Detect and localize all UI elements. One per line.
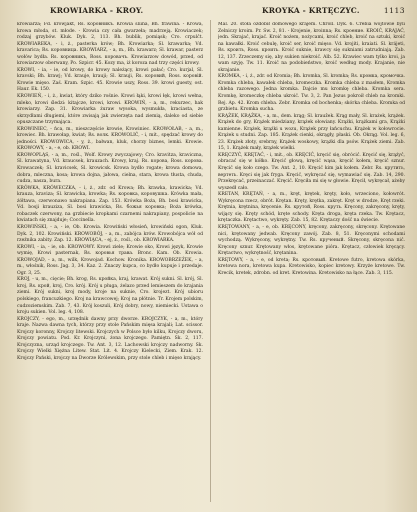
right-column	[218, 22, 405, 502]
entry-paragraph: KROWIŃSKI, - a, - ie, Ob. Krowia. Krowiński włosień, krowiński ogon, Kluk. Dyk. 2, 102. Krowiński. KROWOBÓJ, - a, m., zabójca krów. Krowobójca wół od rzeźnika zabity. Zap. 12. KROWIĄCA, - ej, ż., rośl., ob. KROWIARKA.	[17, 224, 203, 244]
page-number: 1113	[383, 6, 405, 15]
column-divider	[210, 20, 211, 502]
entry-paragraph: Mal. 20. stóła ozdobił domowego krajem. Chroll. Dyk. 6. Crebia wójtowie byli Zelniczy kroim. Pr. Sw. 2, 81. - Krojenie, kroinna; Rs. кроение. KROIĆ, KRAJAĆ, jedn. Skrajać, krajać. Kroić nożem, nożycami, kroić chleb, kroić na sztuki, kroić na kawałki. Kroić cebulę, kroić ser, kroić mięso. Vd. krojiti, kraiati. Sl. krájeti, Rs. кроить, Ross. кроить. Kroić suknie, krawcy się sukniami zatrudniają. Zab. 12, 137. Zrzeczemy się, aby sukien niekroić. Alb. 52. Krawiec wam tylko kroi, ja wam szyję. Tw. 11. Kroić na podobieństwo, kroić według mody. Krajanie, nie skrajanie.	[218, 22, 405, 73]
entry-paragraph: KROWI, - ia, - ie, ob. KROWOWY. Krowi ziele; Krowie oko, Krowi język, Krowie wymię, Krowi pasternak, Rs. коровья трава. Bronc. Kam. Ob. Krowia. KROWOJAD, - a, m., wilk, Krowojad. Kochow. Kronika. KROWOBRZEŻEK, - a, m., włośnik, Ross. Jag. 3, 34. Kaz. 2. Znaczy kupca, co bydło kupuje i przedaje. Ogr. 3, 25.	[17, 244, 203, 276]
entry-paragraph: krowiarza; Fd. krowjakt, Rs. коровникъ. Krowia śliina, Bh. frawina. - Krowa, krowa młoda, st. młode. - Krowia czy cała gwarzeła; madrzeją. Krowiaczek; rodzaj grzybów. Kluk. Dyk. 2, 113. Bh. bublik, pomiąsk; Cro. crpulćt. KROWIAREKA, - i, ż., pasterka krów; Bh. Krowiarka; Sl. krawarka; Vd. kravarica; Rs. коровница. KROWIARZ, - a, m., Bh. krawarz; Sl. krawar, pasterz wołów bydła. Rs. коровникъ, Ross. коровачъ. Krowiarzow dowód, przed, od krowiarzow oberwany, Po. Szpicr. 45. Kozy ma, iż koroza nad trzy części krowy.	[17, 22, 203, 67]
entry-paragraph: KRĘCZYĆ, KRĘTAĆ, - i, mit., ob. KRĘCIĆ, kręcić się, obrócić. Kręcić się, krążyć, obracać się w kółko. Kręcić głową, kręcić wąsa, kręcić kołem, kręcić sznur. Kręcić się koło czego. Tw. Ant. 2, 10. Kręcić kim jak kołem. Zebr. Rs. крутить, вертеть. Kręci się jak fryga. Kręcić, wykręcać się, wymawiać się. Zab. 14, 290. Przekręcać, przeinaczać. Kręcić. Kręciła mi się w głowie. Kręcił, wykręcał, ażeby wyszedł cało.	[218, 152, 405, 191]
entry-paragraph: KRETAN, KRĘTAŃ, - a, m., kręt, krętek, kręty, koło, wrzeciono, kołowrót. Wykręcona rzecz, obrót. Krętan. Kręty, krętka, zakręt. Kręt w drodze, Kręt rzeki. Krętnia, krętnina, kręcenie. Rs. крутой, Ross. круть. Kręcony, zakręcony, kręty, wijący się. Kręty schód, kręte schody. Kręta droga, kręta rzeka. Tw. Krętacz, krętaczka. Krętactwo, wykręty. Zab. 15, 82. Krętaczy dość na świecie.	[218, 192, 405, 224]
left-column	[17, 22, 203, 502]
entry-paragraph: KROWI, - ia, - ie, od krowy, do krowy należący, krowi pałać; Cro. kurjal, Sl. kravski; Bh. krawj; Vd. krauje, krauji; Sl. krauji, Rs. коровий, Ross. коровій. Krowie mięso. Zaś. Kram. Szpic. 45. Krowie uszy, Ross. 39. krowi guesty, ost. Haur. Ek. 150.	[17, 67, 203, 93]
entry-paragraph: KROJ, - u, m., cięcie; Bh. krog, Rs. кройка, kraj, krawat. Krój sukni. Sl. krój, Sl. kroj, Rs. крой, kroj, Cro. krój. Krój u pługa, żelazo przed lemieszem do krajania ziemi. Krój sukni, kroj mody, kroje na suknie, Cro. krojezt. Krój ubioru polskiego, francuzkiego. Kroj na krawcowej; Kroj na płótnie. Tr. Krojem polskim, cudzoziemskim. Zab. 7, 43. Krój koszuli, Krój dobry, nowy, niemiecki. Ustawa o kroju sukien. Vol. leg. 4, 108.	[17, 277, 203, 316]
entry-paragraph: KROJCZY, - ego, m., urzędnik dawny przy dworze. KROJCZYK, - a, m., który kraje. Nazwa dawna tych, którzy przy stole Pańskim mięsa krajali; Lat. scissor. Krojczy koronny, Krojczy litewski. Krojczych w Polsce było kilku, Krojczy dworu, Krojczy powiatu. Pod. Kr. Krojczyni, żona krojczego. Pamiętn. Sk. 2, 117. Krojczyzna, urząd krojczego. Tw. Ant. 3, 12. Lachowski krojczy nadworny. Sk. Krojczy Wielki Xiężna Litew. Stat. Lit. 4. Krojczy Kielecki, Ziem. Krak. 12. Krojczy Pański, krojczy na Dworze Królewskim, przy stole chleb i mięso krający.	[17, 316, 203, 361]
entry-paragraph: KROMKA, - i, ż., zdr. od Kromia; Bh. kromka, Sl. kromka; Rs. кромка, кромочка. Kromka chleba, kawałek chleba, kromeczka. Kromka chleba z masłem, Kromka chleba razowego. Jedna kromka. Dajcie mu kromkę chleba. Kromka sera. Kromkę, kromeczkę chleba ukroić. Tw. 3, 2. Pan Jezus pokroił chleb na kromki. Rej. Ap. 42. Krom chleba. Zebr. Kromka od bochenka; skórka chleba. Kromka od grzbietu. Kromka sucha.	[218, 74, 405, 113]
entry-paragraph: KROWIEŃ, - i, ż., kwiat, który dziko rośnie. Krowi łąki, krowi łęk, krowi wełna, mleko, krowi śledzi: kitajcze, krowi, krowi. KROWIŃ, - a, m., rekurzec, hak krowiarzy. Zap. 31. Krowiarka żuraw wysoka, wysmukła, kraciasta, ze skrzydłami długiemi, które zwisają jak zwierzęta nad ziemią, daleko od siebie opuszczane trzymająca.	[17, 94, 203, 126]
page-header	[10, 4, 407, 18]
running-head-right: KROYKA - KRTĘCZYC.	[262, 6, 360, 15]
entry-paragraph: KRĘTOWANY, - a, - e, ob. KRĘCONY, kręcony, zakręcony, skręcony. Krętowane nici, krętowany jedwab. Kręcony zawój. Zab. 8, 51. Kręconymi schodami wychodzą. Wykręcony, wykrętny. Tw. Rs. крученый. Skręcony, skręcona nić. Kręcony sznur. Krętowany włos, krętowane pióra. Krętacz, człowiek kręcący. Krętactwo, wykrętność, krętanina.	[218, 224, 405, 257]
entry-paragraph: KRÓWKA, KRÓWECZKA, - i, ż., zdr. od Krowa; Bh. krawka, krawicka; Vd. krauza, kraviza; Sl. krawicka, krowka; Rs. коровка, коровушка. Krówka mała, żółtawa, czerwonawo nakrapiana. Zap. 153. Krówka Boża, Bh. bosi krawicka, Vd. bosji krauziza, Sl. bosi krawicka, Rs. божья коровка; Boża krówka, robaczek czerwony, na grzbiecie kropkami czarnemi nakrapiany, pospolicie na kwiatach się znajduje; Coccinella.	[17, 185, 203, 224]
entry-paragraph: KRĘTOWY, - a, - e, od kreta; Rs. кротовый. Kretowe futro, kretowa skórka, kretowa nora, kretowa kupa. Kretowisko, kopiec kretowy. Krzyże kretowe. Tw. Krecik, kretek, zdrobn. od kret. Kretowina. Kretowisko na łące. Zab. 3, 115.	[218, 257, 405, 276]
entry-paragraph: KRĄŻEK, KRĄŻKA, - a, m., dem. krąg; Sl. kraužek. Krąg mały, Sl. krażek, krążek. Krążek do gry, Krążek miedziany, krążek ołowiany. Krążki, krążkami gra, Krążki kamienne. Krążek, krążki u wozu, Krążek przy łańcuchu. Krążek w kołowrocie. Krążek u studni. Zap. 185. Krążek cienki, okrągły, płaski. Ob. Okrąg. Vol. leg. 6, 23. Krążek złoty, srebrny, Krążek woskowy, krążki dla psów. Krążek ziemi. Zab. 15, 1. Krążek mały, krążek wielki.	[218, 113, 405, 152]
entry-paragraph: KROWOPLĄS, - a, m., rośl., Wolf. Krowy zwyczajowy; Cro. kravitza, kraviczna, Sl. krawatyna, Vd. kraucsek, krauzach. Krowy, kraj. Rs. корова, Ross. корова. Krowaczek; Sl. kravicsek, Sl. krowicsk. Krowa bydło rogate; krowa domowa, dobra, mleczna, kosa; krowa dojna, jałowa, cielna, stara, krowa tłusta, chuda, cudza, nasza, bura.	[17, 152, 203, 185]
entry-paragraph: KROWINIEC, - ńca, m., nieszczęście krowie, Krowiniec. KROWOŁAB, - a, m., krowiec. Bh. krawołap, kwiat; Rs. волк. KROWOLIĆ, - i, mit., spędzać krowy do jedności. KROWOWICA, - y, ż., bałwan, kluk, chorzy biznes, lemki. Krowie. KROWOWY, - a, - e, ob. KROWI.	[17, 126, 203, 152]
running-head-left: KROWIARKA - KROY.	[50, 6, 144, 15]
